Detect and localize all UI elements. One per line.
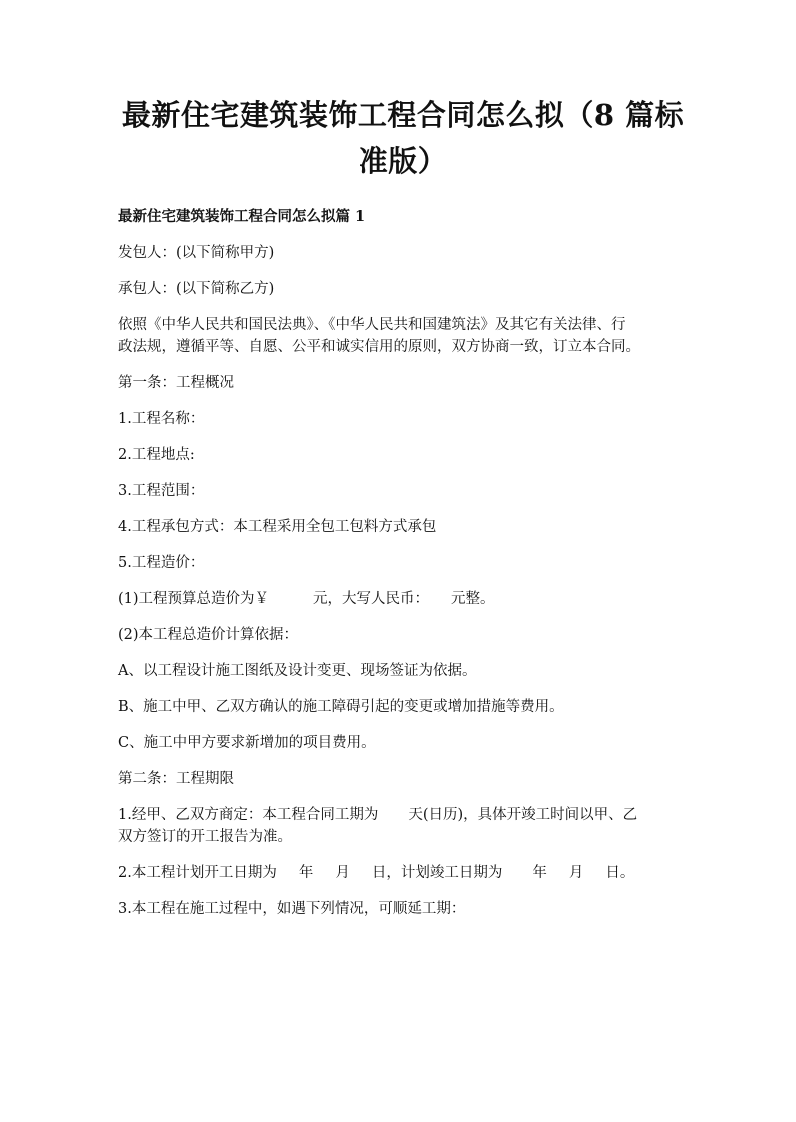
period-1-suffix: 天(日历)，具体开竣工时间以甲、乙 (408, 807, 638, 823)
item-project-cost: 5.工程造价： (118, 555, 205, 571)
cost-total-prefix: (1)工程预算总造价为￥ (118, 591, 270, 607)
basis-paragraph (118, 314, 688, 358)
end-date-prefix: 日，计划竣工日期为 (371, 865, 503, 881)
start-year-label: 年 (298, 865, 314, 881)
document-page (0, 92, 796, 1122)
start-month-label: 月 (335, 865, 350, 881)
cost-total-suffix: 元整。 (451, 591, 495, 607)
cost-total-line (118, 588, 688, 610)
article-2-heading: 第二条：工程期限 (118, 771, 234, 787)
employer-line: 发包人：(以下简称甲方) (118, 245, 275, 261)
cost-total-middle: 元，大写人民币： (313, 591, 430, 607)
period-item-3: 3.本工程在施工过程中，如遇下列情况，可顺延工期： (118, 901, 466, 917)
end-year-label: 年 (532, 865, 547, 881)
period-item-1 (118, 804, 688, 848)
article-1-heading: 第一条：工程概况 (118, 375, 234, 391)
cost-basis-c: C、施工中甲方要求新增加的项目费用。 (118, 735, 376, 751)
basis-line-2: 政法规，遵循平等、自愿、公平和诚实信用的原则，双方协商一致，订立本合同。 (118, 339, 640, 355)
item-project-name: 1.工程名称： (118, 411, 205, 427)
period-1-line-1 (118, 804, 688, 826)
title-line-1: 最新住宅建筑装饰工程合同怎么拟（8 篇标 (121, 98, 685, 132)
cost-basis-b: B、施工中甲、乙双方确认的施工障碍引起的变更或增加措施等费用。 (118, 699, 564, 715)
item-project-scope: 3.工程范围： (118, 483, 205, 499)
period-item-2 (118, 862, 688, 884)
document-title (118, 92, 688, 184)
period-1-line-2: 双方签订的开工报告为准。 (118, 829, 292, 845)
item-project-location: 2.工程地点: (118, 447, 195, 463)
section-subtitle: 最新住宅建筑装饰工程合同怎么拟篇 1 (118, 208, 366, 225)
end-day-label: 日。 (605, 865, 635, 881)
item-contract-method: 4.工程承包方式：本工程采用全包工包料方式承包 (118, 519, 437, 535)
cost-basis-line: (2)本工程总造价计算依据： (118, 627, 299, 643)
period-1-prefix: 1.经甲、乙双方商定：本工程合同工期为 (118, 807, 379, 823)
cost-basis-a: A、以工程设计施工图纸及设计变更、现场签证为依据。 (118, 663, 477, 679)
title-line-2: 准版） (358, 144, 448, 178)
end-month-label: 月 (568, 865, 584, 881)
start-date-prefix: 2.本工程计划开工日期为 (118, 865, 277, 881)
basis-line-1: 依照《中华人民共和国民法典》、《中华人民共和国建筑法》及其它有关法律、行 (118, 317, 626, 333)
contractor-line: 承包人：(以下简称乙方) (118, 281, 275, 297)
